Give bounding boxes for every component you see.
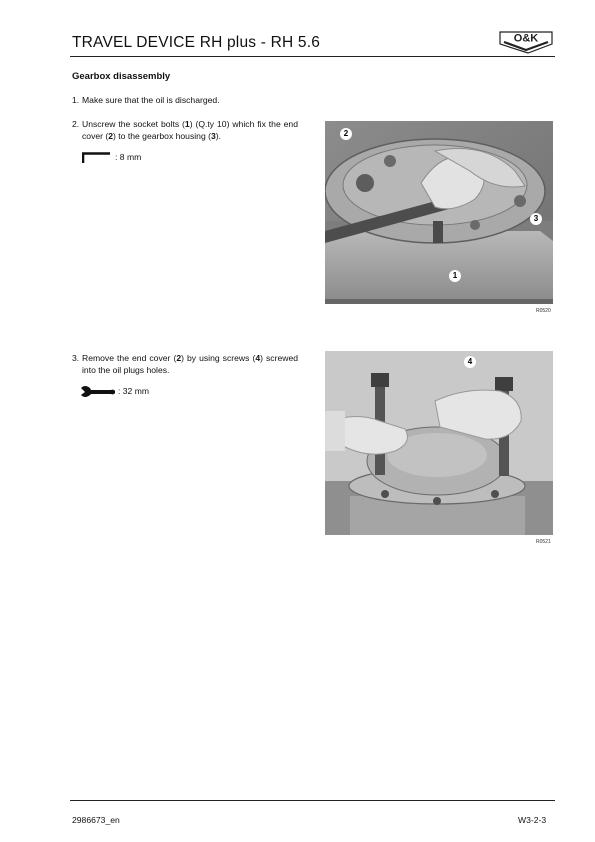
reference-number: 2 xyxy=(108,130,114,141)
text-segment: ) to the gearbox housing ( xyxy=(113,130,211,141)
step-text xyxy=(82,95,220,107)
reference-number: 2 xyxy=(176,353,182,363)
reference-number: 4 xyxy=(255,353,261,363)
section-title: Gearbox disassembly xyxy=(72,71,171,82)
photo-code: R0521 xyxy=(536,539,551,545)
step-text xyxy=(82,353,298,376)
callout-1: 1 xyxy=(449,270,461,282)
callout-2: 2 xyxy=(340,128,352,140)
photo-end-cover-removal xyxy=(325,351,553,535)
allen-key-icon xyxy=(82,151,112,163)
text-segment: ) screwed into the oil plugs holes. xyxy=(82,353,299,375)
tool-spec: : 32 mm xyxy=(118,386,150,396)
step-3 xyxy=(72,353,298,379)
step-number: 2. xyxy=(72,119,80,129)
brand-logo xyxy=(498,26,554,56)
page-number: W3-2-3 xyxy=(518,815,547,825)
reference-number: 3 xyxy=(210,130,216,141)
header-rule xyxy=(70,56,555,57)
step-number: 1. xyxy=(72,95,80,105)
step-1 xyxy=(72,95,307,107)
text-segment: Make sure that the oil is discharged. xyxy=(82,95,220,105)
photo-code: R0520 xyxy=(536,308,551,314)
photo-gearbox-cover-bolts xyxy=(325,121,553,304)
text-segment: ) (Q.ty 10) which fix the end cover ( xyxy=(82,119,298,141)
text-segment: Unscrew the socket bolts ( xyxy=(82,119,185,129)
reference-number: 1 xyxy=(184,119,190,129)
logo-text: O&K xyxy=(513,32,539,45)
footer-rule xyxy=(70,800,555,801)
step-2 xyxy=(72,119,298,145)
document-number: 2986673_en xyxy=(72,815,120,825)
step-number: 3. xyxy=(72,353,80,363)
callout-4: 4 xyxy=(464,356,476,368)
text-segment: ) by using screws ( xyxy=(181,353,256,363)
callout-3: 3 xyxy=(530,213,542,225)
text-segment: ). xyxy=(215,130,222,141)
page-title: TRAVEL DEVICE RH plus - RH 5.6 xyxy=(72,34,321,51)
tool-spec: : 8 mm xyxy=(115,152,142,162)
text-segment: Remove the end cover ( xyxy=(82,353,177,363)
wrench-icon xyxy=(80,385,116,398)
step-text xyxy=(82,119,298,142)
